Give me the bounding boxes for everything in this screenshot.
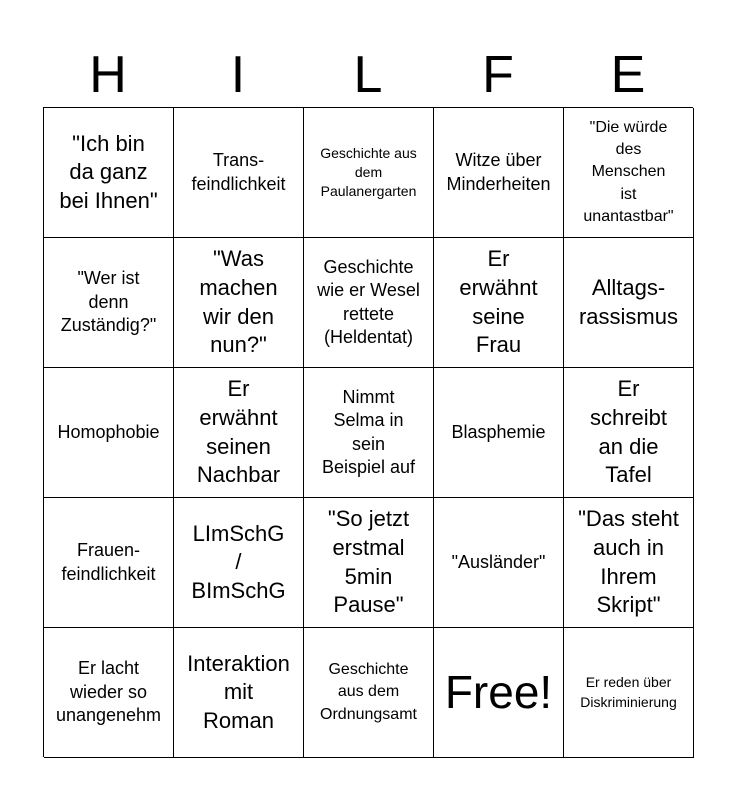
bingo-cell-r3c2[interactable] [174, 368, 304, 498]
bingo-cell-r4c3[interactable] [304, 498, 434, 628]
header-letter-f: F [482, 46, 514, 104]
bingo-cell-r2c4[interactable] [434, 238, 564, 368]
cell-text: Frauen- feindlichkeit [61, 540, 156, 584]
cell-text: Er schreibt an die Tafel [589, 376, 668, 488]
cell-text: "Die würde des Menschen ist unantastbar" [583, 118, 674, 226]
cell-text: Alltags- rassismus [578, 274, 678, 329]
bingo-cell-r4c1[interactable] [44, 498, 174, 628]
bingo-cell-r1c3[interactable] [304, 108, 434, 238]
cell-text: Homophobie [57, 421, 160, 442]
bingo-header [43, 44, 693, 106]
cell-text: Er erwähnt seinen Nachbar [196, 376, 281, 488]
bingo-cell-free[interactable] [434, 628, 564, 758]
cell-text: Interaktion mit Roman [187, 650, 290, 733]
cell-text: "Ich bin da ganz bei Ihnen" [59, 130, 158, 213]
cell-text: "Ausländer" [451, 551, 546, 572]
bingo-grid [43, 107, 693, 757]
header-letter-l: L [353, 46, 383, 104]
cell-text: "So jetzt erstmal 5min Pause" [327, 506, 410, 618]
cell-text: Geschichte wie er Wesel rettete (Heldentat) [317, 256, 420, 347]
bingo-cell-r2c1[interactable] [44, 238, 174, 368]
bingo-cell-r3c1[interactable] [44, 368, 174, 498]
bingo-cell-r2c2[interactable] [174, 238, 304, 368]
cell-text: Er erwähnt seine Frau [459, 246, 538, 358]
cell-text: LImSchG / BImSchG [191, 520, 286, 603]
bingo-cell-r5c1[interactable] [44, 628, 174, 758]
header-letter-h: H [89, 46, 127, 104]
cell-text: Nimmt Selma in sein Beispiel auf [321, 386, 416, 477]
bingo-cell-r5c3[interactable] [304, 628, 434, 758]
bingo-cell-r4c2[interactable] [174, 498, 304, 628]
bingo-cell-r1c2[interactable] [174, 108, 304, 238]
cell-text: Blasphemie [451, 421, 546, 442]
bingo-cell-r3c4[interactable] [434, 368, 564, 498]
bingo-cell-r1c1[interactable] [44, 108, 174, 238]
header-letter-e: E [610, 46, 646, 104]
cell-text: "Wer ist denn Zuständig?" [60, 268, 157, 336]
header-letter-i: I [230, 46, 246, 104]
bingo-cell-r3c5[interactable] [564, 368, 694, 498]
cell-text: Witze über Minderheiten [446, 150, 551, 194]
bingo-cell-r2c3[interactable] [304, 238, 434, 368]
bingo-cell-r1c5[interactable] [564, 108, 694, 238]
cell-text: Geschichte aus dem Paulanergarten [320, 145, 417, 199]
cell-text: Geschichte aus dem Ordnungsamt [320, 660, 417, 723]
cell-text: "Was machen wir den nun?" [199, 246, 278, 358]
bingo-cell-r5c5[interactable] [564, 628, 694, 758]
cell-text: "Das steht auch in Ihrem Skript" [578, 506, 679, 618]
cell-text: Er reden über Diskriminierung [580, 673, 677, 710]
bingo-cell-r4c5[interactable] [564, 498, 694, 628]
bingo-cell-r4c4[interactable] [434, 498, 564, 628]
bingo-cell-r3c3[interactable] [304, 368, 434, 498]
cell-text: Er lacht wieder so unangenehm [55, 658, 162, 726]
bingo-cell-r1c4[interactable] [434, 108, 564, 238]
cell-text: Trans- feindlichkeit [191, 150, 286, 194]
bingo-cell-r5c2[interactable] [174, 628, 304, 758]
bingo-cell-r2c5[interactable] [564, 238, 694, 368]
cell-text: Free! [444, 666, 553, 719]
